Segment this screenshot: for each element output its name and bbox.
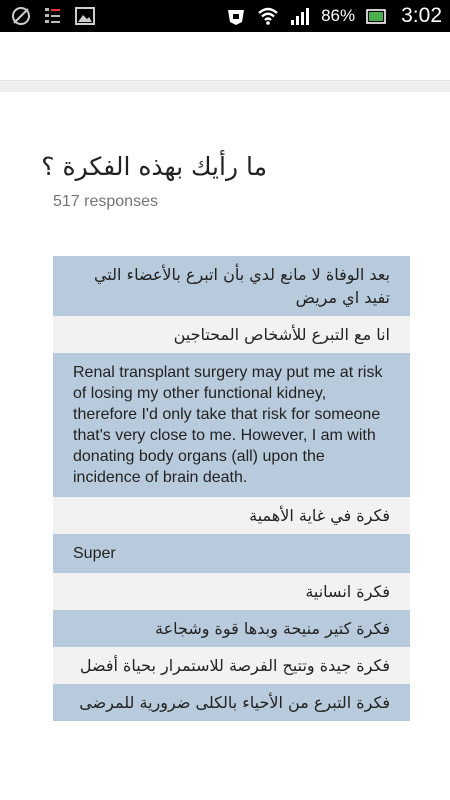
question-title: ما رأيك بهذه الفكرة ؟	[41, 152, 267, 181]
status-bar-left	[10, 5, 96, 27]
question-summary-card	[0, 92, 450, 800]
responses-count: 517 responses	[53, 193, 158, 210]
list-item: فكرة في غاية الأهمية	[53, 497, 410, 534]
clock: 3:02	[401, 4, 442, 27]
list-item: فكرة التبرع من الأحياء بالكلى ضرورية للمرضى	[53, 684, 410, 721]
status-bar	[0, 0, 450, 32]
answers-list[interactable]	[53, 256, 410, 754]
signal-icon	[289, 5, 311, 27]
image-icon	[74, 5, 96, 27]
status-bar-right	[225, 4, 442, 28]
list-item: فكرة انسانية	[53, 573, 410, 610]
list-item: Super	[53, 534, 410, 573]
list-item: انا مع التبرع للأشخاص المحتاجين	[53, 316, 410, 353]
wifi-icon	[257, 5, 279, 27]
battery-percent: 86%	[321, 6, 356, 25]
app-bar	[0, 32, 450, 81]
sim-icon	[225, 5, 247, 27]
list-item: فكرة كتير منيحة وبدها قوة وشجاعة	[53, 610, 410, 647]
no-sync-icon	[10, 5, 32, 27]
list-item: بعد الوفاة لا مانع لدي بأن اتبرع بالأعضاء التي تفيد اي مريض	[53, 256, 410, 316]
list-item: Renal transplant surgery may put me at risk of losing my other functional kidney, therefore I'd only take that risk for someone that's very close to me. However, I am with donating body organs (all) upon the incidence of brain death.	[53, 353, 410, 497]
battery-icon	[365, 5, 387, 27]
notification-icon	[42, 5, 64, 27]
list-item: فكرة جيدة وتتيح الفرصة للاستمرار بحياة أفضل	[53, 647, 410, 684]
